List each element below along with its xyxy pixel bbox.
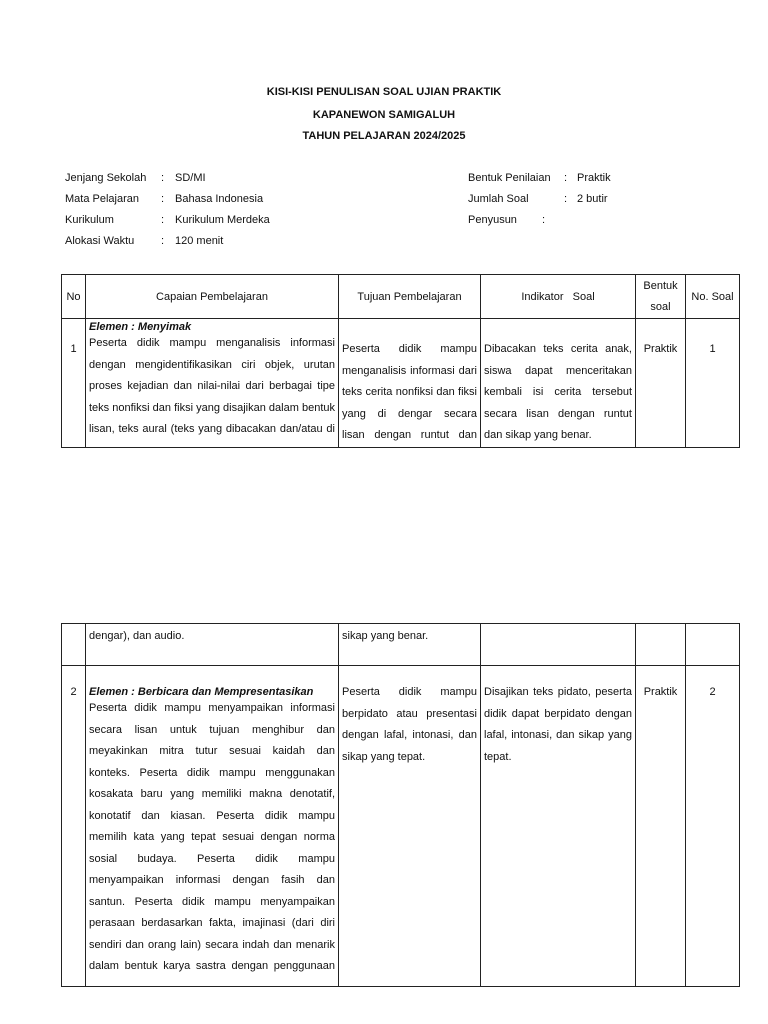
elemen-label: Elemen : Berbicara dan Mempresentasikan <box>89 686 314 698</box>
meta-sep: : <box>542 214 546 226</box>
header-soal-line: soal <box>650 300 671 313</box>
meta-value: 2 butir <box>577 193 608 205</box>
meta-sep: : <box>161 235 165 247</box>
tp-line: Peserta didik mampu <box>342 343 477 355</box>
ind-line: Disajikan teks pidato, peserta <box>484 686 632 698</box>
meta-value: Bahasa Indonesia <box>175 193 264 205</box>
meta-sep: : <box>564 172 568 184</box>
cp-cell <box>86 666 339 987</box>
meta-kurikulum <box>65 214 270 226</box>
cp-line: Peserta didik mampu menganalisis informasi <box>89 337 335 349</box>
ind-line: Dibacakan teks cerita anak, <box>484 343 632 355</box>
header-capaian: Capaian Pembelajaran <box>86 275 339 319</box>
cp-line: teks nonfiksi dan fiksi yang disajikan dalam bentuk <box>89 401 335 414</box>
kisi-kisi-table-page-1 <box>61 274 740 448</box>
table-header-row <box>62 275 740 319</box>
meta-value: Praktik <box>577 172 611 184</box>
meta-jumlah-soal <box>468 193 608 205</box>
cp-line: Peserta didik mampu menyampaikan informasi <box>89 702 335 714</box>
meta-label: Kurikulum <box>65 214 114 226</box>
row-number-empty <box>62 624 86 666</box>
meta-label: Penyusun <box>468 214 517 226</box>
indikator-cell <box>481 666 636 987</box>
meta-label: Mata Pelajaran <box>65 193 139 205</box>
doc-title-line-3: TAHUN PELAJARAN 2024/2025 <box>302 130 466 142</box>
cp-line: meyakinkan mitra tutur sesuai kaidah dan <box>89 745 335 757</box>
meta-label: Jenjang Sekolah <box>65 172 147 184</box>
cp-line: sendiri dan orang lain) secara indah dan menarik <box>89 938 335 951</box>
kisi-kisi-table-page-2 <box>61 623 740 987</box>
cp-line: perasaan berdasarkan fakta, imajinasi (dari diri <box>89 917 335 929</box>
meta-value: SD/MI <box>175 172 206 184</box>
cp-line: lisan, teks aural (teks yang dibacakan dan/atau di <box>89 423 335 435</box>
header-no-soal: No. Soal <box>686 275 740 319</box>
cp-line: dengan mengidentifikasikan ciri objek, urutan <box>89 358 335 371</box>
bentuk-cell: Praktik <box>636 319 686 448</box>
doc-title-line-2: KAPANEWON SAMIGALUH <box>312 109 456 121</box>
tp-line: sikap yang tepat. <box>342 750 426 763</box>
tp-cell <box>339 319 481 448</box>
meta-label: Jumlah Soal <box>468 193 529 205</box>
meta-alokasi <box>65 235 223 247</box>
cp-cell-continued <box>86 624 339 666</box>
meta-value: Kurikulum Merdeka <box>175 214 270 226</box>
tp-line: Peserta didik mampu <box>342 686 477 698</box>
meta-bentuk-penilaian <box>468 172 611 184</box>
cp-line: secara lisan untuk tujuan menghibur dan <box>89 723 335 736</box>
tp-line: teks cerita nonfiksi dan fiksi <box>342 386 477 398</box>
header-tujuan: Tujuan Pembelajaran <box>339 275 481 319</box>
header-indikator: Indikator Soal <box>481 275 636 319</box>
tp-line: lisan dengan runtut dan <box>342 429 477 441</box>
table-row <box>62 666 740 987</box>
indikator-cell-empty <box>481 624 636 666</box>
meta-label: Bentuk Penilaian <box>468 172 551 184</box>
cp-cell <box>86 319 339 448</box>
table-row <box>62 319 740 448</box>
row-number: 2 <box>62 666 86 987</box>
tp-cell <box>339 666 481 987</box>
meta-label: Alokasi Waktu <box>65 235 135 247</box>
tp-line: berpidato atau presentasi <box>342 707 477 720</box>
meta-value: 120 menit <box>175 235 224 247</box>
cp-line: kosakata baru yang memiliki makna denotatif, <box>89 788 335 800</box>
cp-line: dalam bentuk karya sastra dengan penggunaan <box>89 960 335 972</box>
cp-line: menyampaikan informasi dengan fasih dan <box>89 874 335 886</box>
meta-penyusun <box>468 214 555 226</box>
elemen-label: Elemen : Menyimak <box>89 321 192 333</box>
tp-line: yang di dengar secara <box>342 407 477 420</box>
tp-line: menganalisis informasi dari <box>342 364 477 377</box>
ind-line: secara lisan dengan runtut <box>484 407 632 420</box>
ind-line: dan sikap yang benar. <box>484 429 592 441</box>
bentuk-cell-empty <box>636 624 686 666</box>
meta-sep: : <box>161 193 165 205</box>
cp-line: konteks. Peserta didik mampu menggunakan <box>89 766 335 779</box>
cp-line: santun. Peserta didik mampu menyampaikan <box>89 895 335 908</box>
ind-line: siswa dapat menceritakan <box>484 364 632 377</box>
header-bentuk-soal <box>636 275 686 319</box>
meta-sep: : <box>161 172 165 184</box>
ind-line: didik dapat berpidato dengan <box>484 707 632 720</box>
table-row-continued <box>62 624 740 666</box>
tp-line: dengan lafal, intonasi, dan <box>342 729 477 741</box>
meta-sep: : <box>564 193 568 205</box>
header-bentuk-line: Bentuk <box>643 279 678 292</box>
tp-cell-continued <box>339 624 481 666</box>
tp-line: sikap yang benar. <box>342 630 429 642</box>
ind-line: kembali isi cerita tersebut <box>484 386 632 398</box>
bentuk-cell: Praktik <box>636 666 686 987</box>
cp-line: dengar), dan audio. <box>89 630 185 642</box>
ind-line: tepat. <box>484 750 512 763</box>
no-soal-cell-empty <box>686 624 740 666</box>
header-no: No <box>62 275 86 319</box>
meta-jenjang <box>65 172 206 184</box>
ind-line: lafal, intonasi, dan sikap yang <box>484 729 632 741</box>
meta-mapel <box>65 193 263 205</box>
no-soal-cell: 2 <box>686 666 740 987</box>
cp-line: proses kejadian dan nilai-nilai dari berbagai tipe <box>89 380 335 392</box>
cp-line: konotatif dan kiasan. Peserta didik mampu <box>89 809 335 822</box>
cp-line: memilih kata yang tepat sesuai dengan norma <box>89 831 335 843</box>
row-number: 1 <box>62 319 86 448</box>
no-soal-cell: 1 <box>686 319 740 448</box>
cp-line: sosial budaya. Peserta didik mampu <box>89 852 335 865</box>
indikator-cell <box>481 319 636 448</box>
doc-title-line-1: KISI-KISI PENULISAN SOAL UJIAN PRAKTIK <box>266 86 502 98</box>
meta-sep: : <box>161 214 165 226</box>
